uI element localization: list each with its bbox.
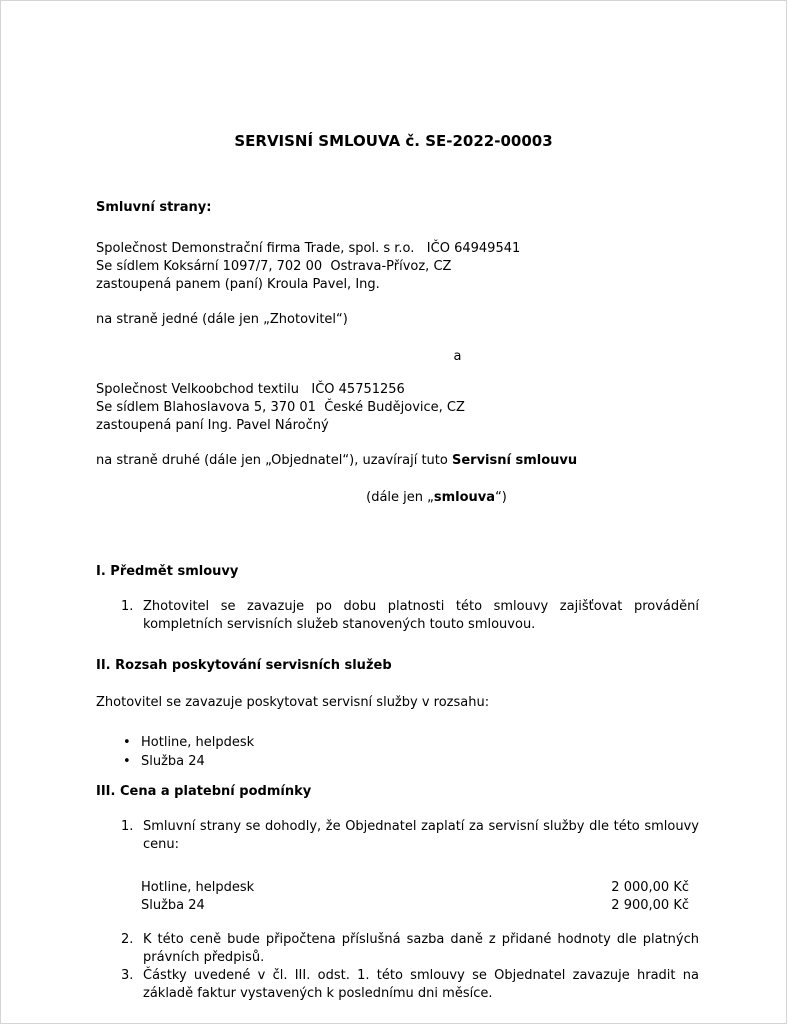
alias-name-bold: smlouva xyxy=(433,490,496,505)
parties-heading: Smluvní strany: xyxy=(96,200,212,215)
bullet-icon: • xyxy=(123,735,131,750)
price-row xyxy=(141,879,689,897)
section-3-item-1 xyxy=(121,818,699,854)
party1-address-line: Se sídlem Koksární 1097/7, 702 00 Ostrava-Přívoz, CZ xyxy=(96,259,452,274)
party2-designation-text: na straně druhé (dále jen „Objednatel“), uzavírají tuto xyxy=(96,453,452,468)
price-item-value: 2 000,00 Kč xyxy=(611,880,689,895)
party2-company-line: Společnost Velkoobchod textilu IČO 45751256 xyxy=(96,382,405,397)
list-number: 3. xyxy=(121,968,134,983)
conjunction-a: a xyxy=(453,349,462,364)
section-2-intro: Zhotovitel se zavazuje poskytovat servisní služby v rozsahu: xyxy=(96,695,490,710)
list-number: 2. xyxy=(121,932,134,947)
list-item-text: K této ceně bude připočtena příslušná sazba daně z přidané hodnoty dle platných právních předpisů. xyxy=(143,932,699,965)
alias-suffix: “) xyxy=(495,490,507,505)
section-3-item-3 xyxy=(121,967,699,1003)
price-row xyxy=(141,897,689,915)
party1-designation: na straně jedné (dále jen „Zhotovitel“) xyxy=(96,312,348,327)
section-1-heading: I. Předmět smlouvy xyxy=(96,564,239,579)
list-number: 1. xyxy=(121,819,134,834)
price-item-label: Služba 24 xyxy=(141,898,205,913)
section-1-item-1 xyxy=(121,598,699,634)
document-title: SERVISNÍ SMLOUVA č. SE-2022-00003 xyxy=(234,132,553,150)
bullet-icon: • xyxy=(123,754,131,769)
list-item-text: Smluvní strany se dohodly, že Objednatel zaplatí za servisní služby dle této smlouvy cenu: xyxy=(143,819,699,852)
party1-block xyxy=(96,240,699,294)
services-bullet-list xyxy=(96,733,699,771)
party2-representative-line: zastoupená paní Ing. Pavel Náročný xyxy=(96,418,329,433)
section-2-heading: II. Rozsah poskytování servisních služeb xyxy=(96,658,392,673)
list-item-text: Částky uvedené v čl. III. odst. 1. této smlouvy se Objednatel zavazuje hradit na základě faktur vystavených k poslednímu dni měsíce. xyxy=(143,968,699,1001)
bullet-item xyxy=(123,752,699,771)
bullet-item xyxy=(123,733,699,752)
price-table xyxy=(96,879,699,915)
alias-line xyxy=(96,489,699,507)
list-number: 1. xyxy=(121,599,134,614)
alias-prefix: (dále jen „ xyxy=(366,490,434,505)
party1-company-line: Společnost Demonstrační firma Trade, spol. s r.o. IČO 64949541 xyxy=(96,241,521,256)
section-3-items-2-3 xyxy=(96,931,699,1003)
party2-block xyxy=(96,381,699,435)
contract-name-bold: Servisní smlouvu xyxy=(451,453,578,468)
section-3-item-2 xyxy=(121,931,699,967)
party2-designation xyxy=(96,452,699,470)
bullet-label: Služba 24 xyxy=(141,754,205,769)
price-item-label: Hotline, helpdesk xyxy=(141,880,255,895)
document-body xyxy=(1,199,786,1003)
list-item-text: Zhotovitel se zavazuje po dobu platnosti této smlouvy zajišťovat provádění kompletních servisních služeb stanovených touto smlouvou. xyxy=(143,599,699,632)
bullet-label: Hotline, helpdesk xyxy=(141,735,255,750)
price-item-value: 2 900,00 Kč xyxy=(611,898,689,913)
party1-representative-line: zastoupená panem (paní) Kroula Pavel, Ing. xyxy=(96,277,380,292)
section-3-heading: III. Cena a platební podmínky xyxy=(96,784,312,799)
party2-address-line: Se sídlem Blahoslavova 5, 370 01 České Budějovice, CZ xyxy=(96,400,465,415)
